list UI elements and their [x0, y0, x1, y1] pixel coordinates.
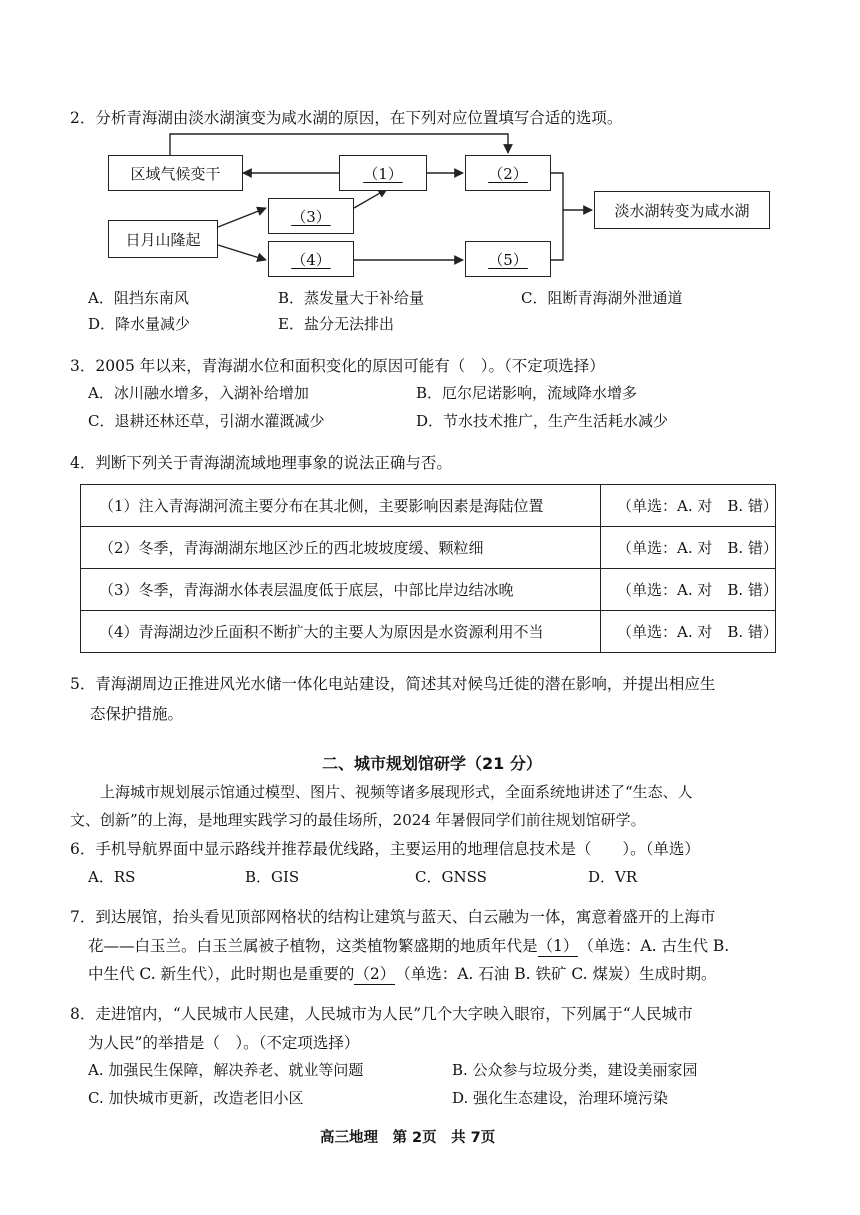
q6-option-c: C．GNSS [415, 868, 487, 886]
q4-choice[interactable]: （单选：A. 对 B. 错） [601, 611, 776, 653]
q6-option-a: A．RS [88, 868, 136, 886]
box-blank-1[interactable]: （1） [339, 155, 427, 191]
arrow-riyue-to-4 [218, 245, 266, 260]
q4-choice[interactable]: （单选：A. 对 B. 错） [601, 527, 776, 569]
q8-line-2: 为人民”的举措是（ ）。（不定项选择） [88, 1034, 360, 1052]
q3-option-c: C．退耕还林还草，引湖水灌溉减少 [88, 412, 325, 430]
q3-option-d: D．节水技术推广，生产生活耗水减少 [416, 412, 669, 430]
q8-option-c: C. 加快城市更新，改造老旧小区 [88, 1089, 304, 1107]
q3-stem: 3．2005 年以来，青海湖水位和面积变化的原因可能有（ ）。（不定项选择） [70, 357, 605, 375]
page-footer: 高三地理 第 2页 共 7页 [320, 1130, 496, 1146]
table-row [81, 485, 776, 527]
box-blank-3[interactable]: （3） [268, 198, 354, 234]
q3-option-a: A．冰川融水增多，入湖补给增加 [88, 384, 309, 402]
q8-option-d: D. 强化生态建设，治理环境污染 [452, 1089, 669, 1107]
q7-line-2-text: 花——白玉兰。白玉兰属被子植物，这类植物繁盛期的地质年代是 [88, 937, 538, 955]
q8-option-a: A. 加强民生保障，解决养老、就业等问题 [88, 1061, 364, 1079]
arrow-3-to-1 [354, 189, 387, 208]
box-result: 淡水湖转变为咸水湖 [594, 191, 770, 229]
table-row [81, 611, 776, 653]
q7-line-3-tail: （单选：A. 石油 B. 铁矿 C. 煤炭）生成时期。 [395, 965, 717, 983]
q4-statement: （2）冬季，青海湖湖东地区沙丘的西北坡坡度缓、颗粒细 [81, 527, 601, 569]
q2-option-e: E．盐分无法排出 [278, 315, 394, 333]
q5-line-1: 5．青海湖周边正推进风光水储一体化电站建设，简述其对候鸟迁徙的潜在影响，并提出相应生 [70, 675, 716, 693]
q2-option-b: B．蒸发量大于补给量 [278, 289, 425, 307]
q2-option-c: C．阻断青海湖外泄通道 [521, 289, 683, 307]
q6-option-b: B．GIS [245, 868, 300, 886]
arrow-riyue-to-3 [218, 208, 266, 227]
q7-blank-1[interactable]: （1） [537, 937, 579, 955]
q6-option-d: D．VR [588, 868, 638, 886]
q7-line-2 [88, 934, 729, 957]
q4-stem: 4．判断下列关于青海湖流域地理事象的说法正确与否。 [70, 454, 452, 472]
q5-line-2: 态保护措施。 [90, 705, 184, 723]
q7-blank-2[interactable]: （2） [354, 965, 396, 983]
q4-judgement-table [80, 484, 776, 653]
q2-option-a: A．阻挡东南风 [88, 289, 189, 307]
q4-statement: （1）注入青海湖河流主要分布在其北侧，主要影响因素是海陆位置 [81, 485, 601, 527]
section-2-intro-line-2: 文、创新”的上海，是地理实践学习的最佳场所，2024 年暑假同学们前往规划馆研学。 [70, 811, 646, 829]
bracket-2-5 [551, 173, 563, 260]
arrow-climate-to-2 [170, 134, 508, 155]
q4-choice[interactable]: （单选：A. 对 B. 错） [601, 569, 776, 611]
section-2-intro-line-1: 上海城市规划展示馆通过模型、图片、视频等诸多展现形式，全面系统地讲述了“生态、人 [100, 783, 693, 801]
table-row [81, 569, 776, 611]
q7-line-2-tail: （单选：A. 古生代 B. [578, 937, 730, 955]
q4-statement: （3）冬季，青海湖水体表层温度低于底层，中部比岸边结冰晚 [81, 569, 601, 611]
q7-line-3 [88, 962, 717, 985]
q7-line-3-text: 中生代 C. 新生代），此时期也是重要的 [88, 965, 355, 983]
q4-statement: （4）青海湖边沙丘面积不断扩大的主要人为原因是水资源利用不当 [81, 611, 601, 653]
q8-option-b: B. 公众参与垃圾分类，建设美丽家园 [452, 1061, 698, 1079]
box-blank-5[interactable]: （5） [465, 241, 551, 277]
box-riyue-uplift: 日月山隆起 [108, 220, 218, 258]
table-row [81, 527, 776, 569]
box-blank-4[interactable]: （4） [268, 241, 354, 277]
q8-line-1: 8．走进馆内，“人民城市人民建，人民城市为人民”几个大字映入眼帘，下列属于“人民城市 [70, 1005, 693, 1023]
q2-stem: 2．分析青海湖由淡水湖演变为咸水湖的原因，在下列对应位置填写合适的选项。 [70, 109, 623, 127]
box-climate-drier: 区域气候变干 [108, 155, 243, 191]
section-2-title: 二、城市规划馆研学（21 分） [322, 754, 542, 773]
q2-option-d: D．降水量减少 [88, 315, 191, 333]
box-blank-2[interactable]: （2） [465, 155, 551, 191]
q3-option-b: B．厄尔尼诺影响，流域降水增多 [416, 384, 638, 402]
q4-choice[interactable]: （单选：A. 对 B. 错） [601, 485, 776, 527]
q6-stem: 6．手机导航界面中显示路线并推荐最优线路，主要运用的地理信息技术是（ ）。（单选） [70, 840, 700, 858]
q7-line-1: 7．到达展馆，抬头看见顶部网格状的结构让建筑与蓝天、白云融为一体，寓意着盛开的上海市 [70, 908, 716, 926]
